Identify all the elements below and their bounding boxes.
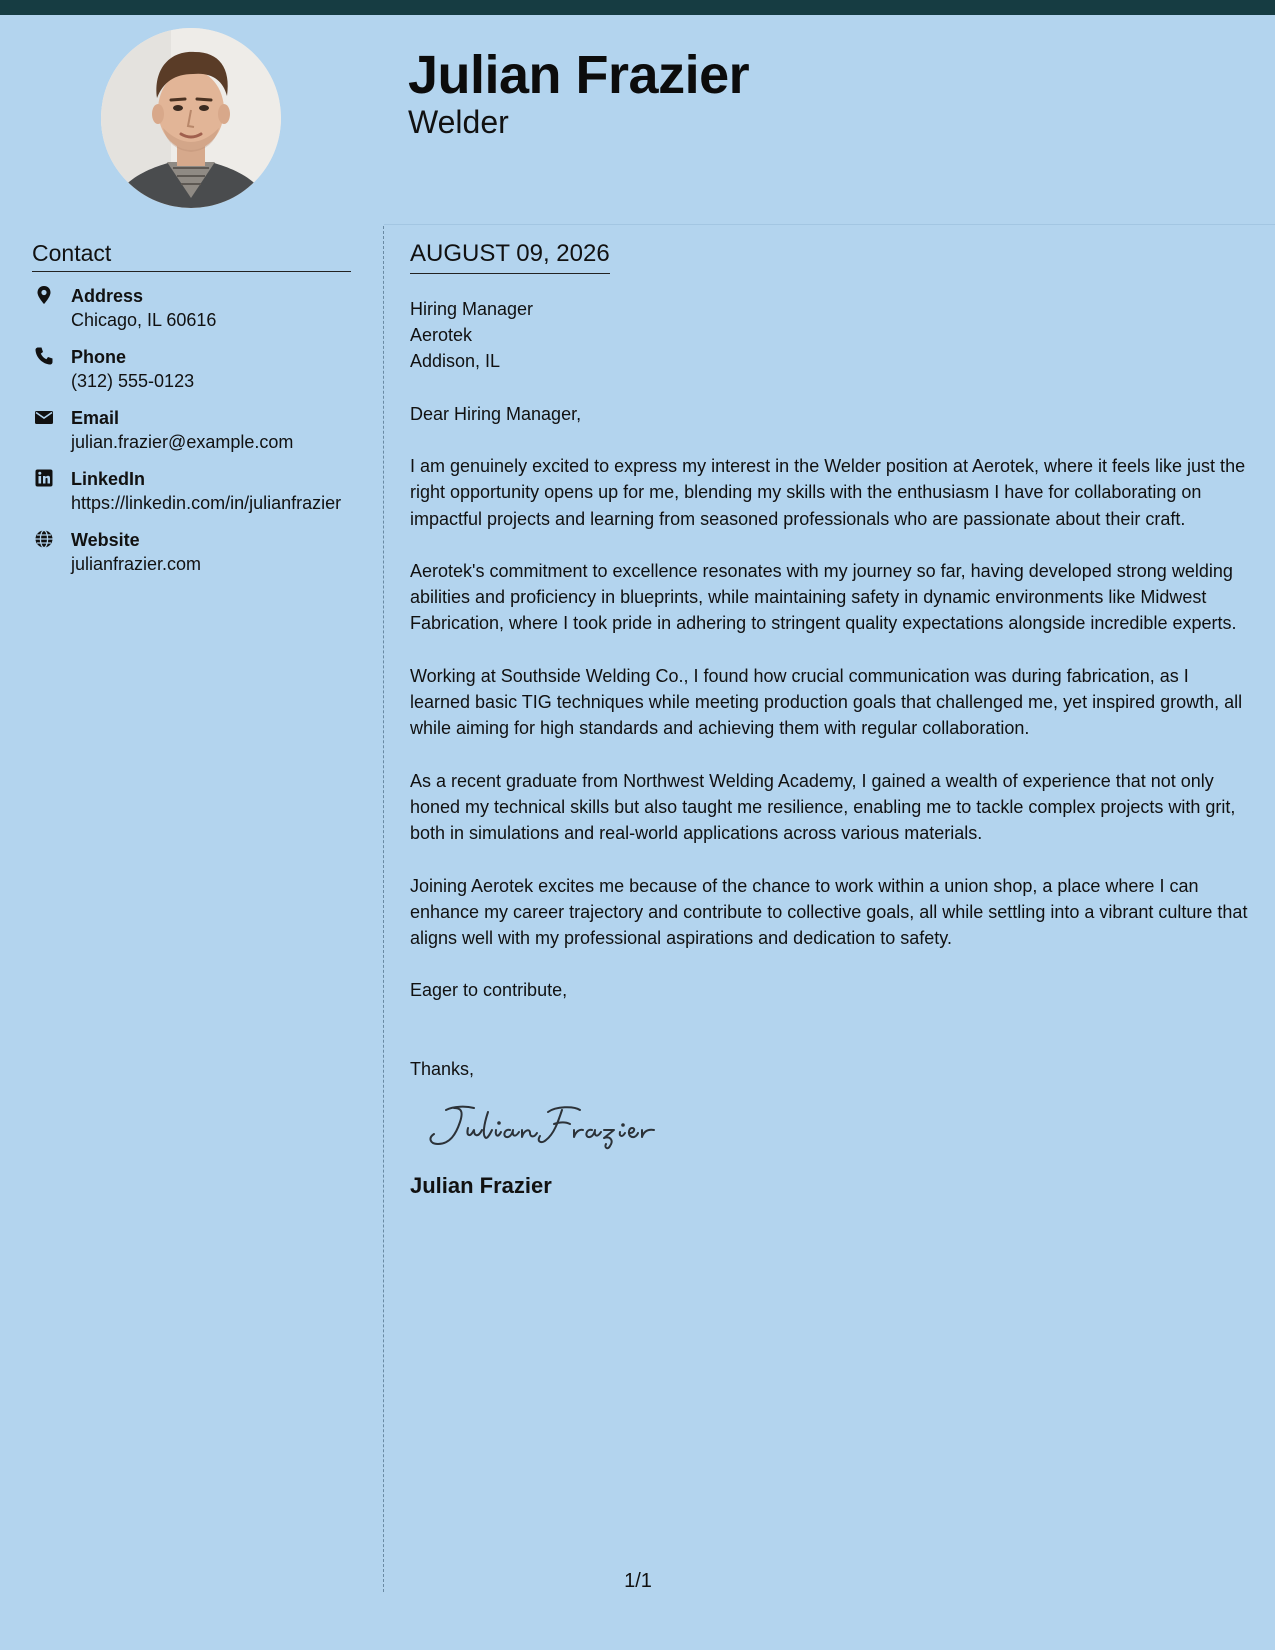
- phone-value: (312) 555-0123: [71, 371, 195, 391]
- linkedin-value[interactable]: https://linkedin.com/in/julianfrazier: [71, 493, 342, 513]
- website-value[interactable]: julianfrazier.com: [71, 554, 202, 574]
- map-pin-icon: [34, 285, 54, 305]
- signed-name: Julian Frazier: [410, 1173, 552, 1199]
- contact-label: Website: [71, 530, 140, 550]
- contact-address: [32, 284, 351, 332]
- header-divider: [384, 224, 1275, 225]
- contact-website: [32, 528, 351, 576]
- recipient-location: Addison, IL: [410, 351, 501, 371]
- recipient-name: Hiring Manager: [410, 299, 534, 319]
- salutation: Dear Hiring Manager,: [410, 404, 582, 424]
- body-paragraph: Joining Aerotek excites me because of the chance to work within a union shop, a place where I can enhance my career trajectory and contribute to collective goals, all while settling into a vibrant culture that aligns well with my professional aspirations and dedication to safety.: [410, 875, 1248, 949]
- body-paragraph: As a recent graduate from Northwest Welding Academy, I gained a wealth of experience that not only honed my technical skills but also taught me resilience, enabling me to tackle complex projects with grit, both in simulations and real-world applications across various materials.: [410, 770, 1236, 844]
- letter-body: [410, 240, 1252, 1199]
- closing-line: Eager to contribute,: [410, 980, 568, 1001]
- contact-label: Address: [71, 286, 144, 306]
- contact-label: Phone: [71, 347, 127, 367]
- envelope-icon: [34, 407, 54, 427]
- contact-sidebar: [32, 240, 351, 589]
- contact-label: Email: [71, 408, 120, 428]
- handwritten-signature: [424, 1100, 664, 1152]
- contact-phone: [32, 345, 351, 393]
- body-paragraph: Working at Southside Welding Co., I found how crucial communication was during fabrication, as I learned basic TIG techniques while meeting production goals that challenged me, yet inspired growth, all while aiming for high standards and achieving them with regular collaboration.: [410, 665, 1243, 739]
- thanks-line: Thanks,: [410, 1059, 475, 1080]
- letter-date: AUGUST 09, 2026: [410, 240, 610, 274]
- recipient-company: Aerotek: [410, 325, 473, 345]
- candidate-job-title: Welder: [408, 104, 509, 140]
- page-number: 1/1: [624, 1570, 652, 1592]
- linkedin-icon: [34, 468, 54, 488]
- top-accent-bar: [0, 0, 1275, 15]
- contact-email: [32, 406, 351, 454]
- address-value: Chicago, IL 60616: [71, 310, 217, 330]
- contact-heading: Contact: [32, 240, 351, 272]
- body-paragraph: Aerotek's commitment to excellence resonates with my journey so far, having developed strong welding abilities and proficiency in blueprints, while maintaining safety in dynamic environments like Midwest Fabrication, where I took pride in adhering to stringent quality expectations alongside incredible experts.: [410, 560, 1237, 634]
- contact-linkedin: [32, 467, 351, 515]
- column-divider: [383, 226, 384, 1592]
- candidate-name: Julian Frazier: [408, 45, 750, 105]
- email-value[interactable]: julian.frazier@example.com: [71, 432, 294, 452]
- profile-photo: [101, 28, 281, 208]
- contact-label: LinkedIn: [71, 469, 146, 489]
- globe-icon: [34, 529, 54, 549]
- recipient-block: [410, 296, 1252, 374]
- body-paragraph: I am genuinely excited to express my interest in the Welder position at Aerotek, where it feels like just the right opportunity opens up for me, blending my skills with the enthusiasm I have for collaborating on impactful projects and learning from seasoned professionals who are passionate about their craft.: [410, 456, 1246, 529]
- phone-icon: [34, 346, 54, 366]
